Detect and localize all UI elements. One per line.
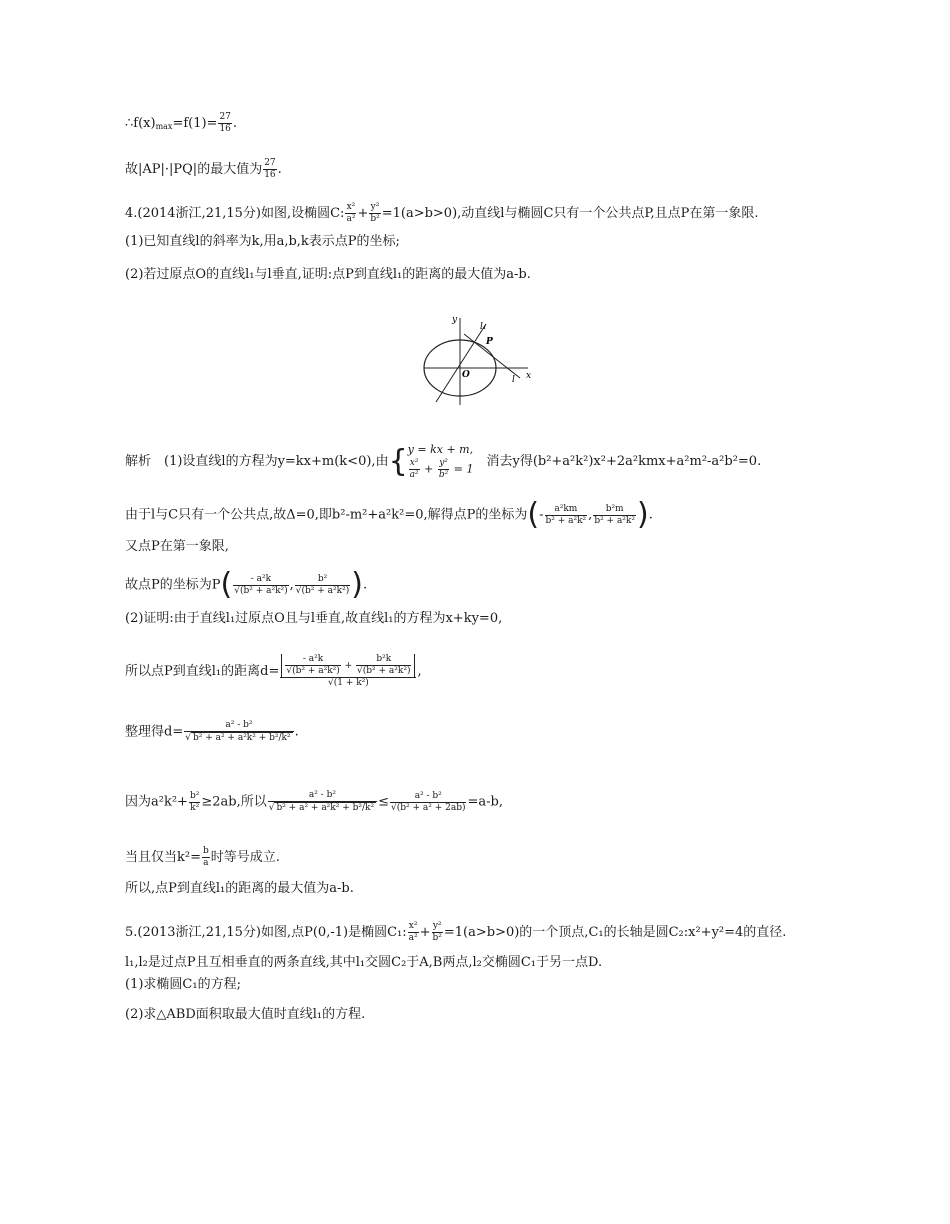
solution-line-1: 解析 (1)设直线l的方程为y=kx+m(k<0),由{ y = kx + m, $\frac{\text{x²}}{\text{a²}}$ + $\frac{\text{y²}}{\text{b²}}$ = 1 消去y得(b²+a²k²)x²+2a²kmx+a²m²-a²b²=0. xyxy=(125,443,762,480)
question-4-header: 4.(2014浙江,21,15分)如图,设椭圆C: $\frac{\text{x²}}{\text{a²}}$ + $\frac{\text{y²}}{\text{b²}}$ =1(a>b>0),动直线l与椭圆C只有一个公共点P,且点P在第一象限. xyxy=(125,202,759,224)
solution-line-4: 故点P的坐标为P( $\frac{\text{- a²k}}{\text{√(b² + a²k²)}}$ , $\frac{\text{b²}}{\text{√(b² + a²k²)}}$ ). xyxy=(125,567,368,602)
solution-line-7: 整理得d= $\frac{\text{a² - b²}}{\text{√ b² + a² + a²k² + b²/k²}}$ . xyxy=(125,720,299,743)
question-5-line-2: l₁,l₂是过点P且互相垂直的两条直线,其中l₁交圆C₂于A,B两点,l₂交椭圆C₁于另一点D. xyxy=(125,955,603,970)
figure-label-x: x xyxy=(526,371,532,381)
line-fmax: $\therefore f(x)_{max}=f(1)=$ $\frac{27}{16}$ . xyxy=(125,112,238,134)
question-5-part-1: (1)求椭圆C₁的方程; xyxy=(125,977,241,992)
solution-line-3: 又点P在第一象限, xyxy=(125,539,229,554)
ellipse-figure xyxy=(410,312,535,407)
figure-label-l1: l₁ xyxy=(480,322,487,332)
question-4-part-2: (2)若过原点O的直线l₁与l垂直,证明:点P到直线l₁的距离的最大值为a-b. xyxy=(125,267,531,282)
solution-line-6: 所以点P到直线l₁的距离d= $\frac{\text{- a²k}}{\text{√(b² + a²k²)}}$ + $\frac{\text{b²k}}{\text{√(b² + a²k²)}}$ √(1 + k²) , xyxy=(125,654,422,688)
line-max-value: 故|AP|·|PQ|的最大值为 $\frac{27}{16}$ . xyxy=(125,158,282,180)
figure-label-o: O xyxy=(462,370,470,380)
solution-line-10: 所以,点P到直线l₁的距离的最大值为a-b. xyxy=(125,881,354,896)
question-5-header: 5.(2013浙江,21,15分)如图,点P(0,-1)是椭圆C₁: $\frac{\text{x²}}{\text{a²}}$ + $\frac{\text{y²}}{\text{b²}}$ =1(a>b>0)的一个顶点,C₁的长轴是圆C₂:x²+y²=4的直径. xyxy=(125,921,787,943)
figure-label-l: l xyxy=(512,375,515,385)
solution-line-9: 当且仅当k²= $\frac{b}{a}$ 时等号成立. xyxy=(125,846,280,868)
figure-label-y: y xyxy=(452,315,458,325)
question-5-part-2: (2)求△ABD面积取最大值时直线l₁的方程. xyxy=(125,1007,366,1022)
question-4-part-1: (1)已知直线l的斜率为k,用a,b,k表示点P的坐标; xyxy=(125,234,400,249)
solution-line-8: 因为a²k²+ $\frac{\text{b²}}{\text{k²}}$ ≥2ab,所以 $\frac{\text{a² - b²}}{\text{√ b² + a² + a²k² + b²/k²}}$ ≤ $\frac{\text{a² - b²}}{\text{√(b² + a² + 2ab)}}$ =a-b, xyxy=(125,790,503,813)
figure-label-p: P xyxy=(486,337,493,347)
solution-line-2: 由于l与C只有一个公共点,故Δ=0,即b²-m²+a²k²=0,解得点P的坐标为(- $\frac{\text{a²km}}{\text{b² + a²k²}}$ , $\frac{\text{b²m}}{\text{b² + a²k²}}$ ). xyxy=(125,497,653,532)
solution-line-5: (2)证明:由于直线l₁过原点O且与l垂直,故直线l₁的方程为x+ky=0, xyxy=(125,611,503,626)
